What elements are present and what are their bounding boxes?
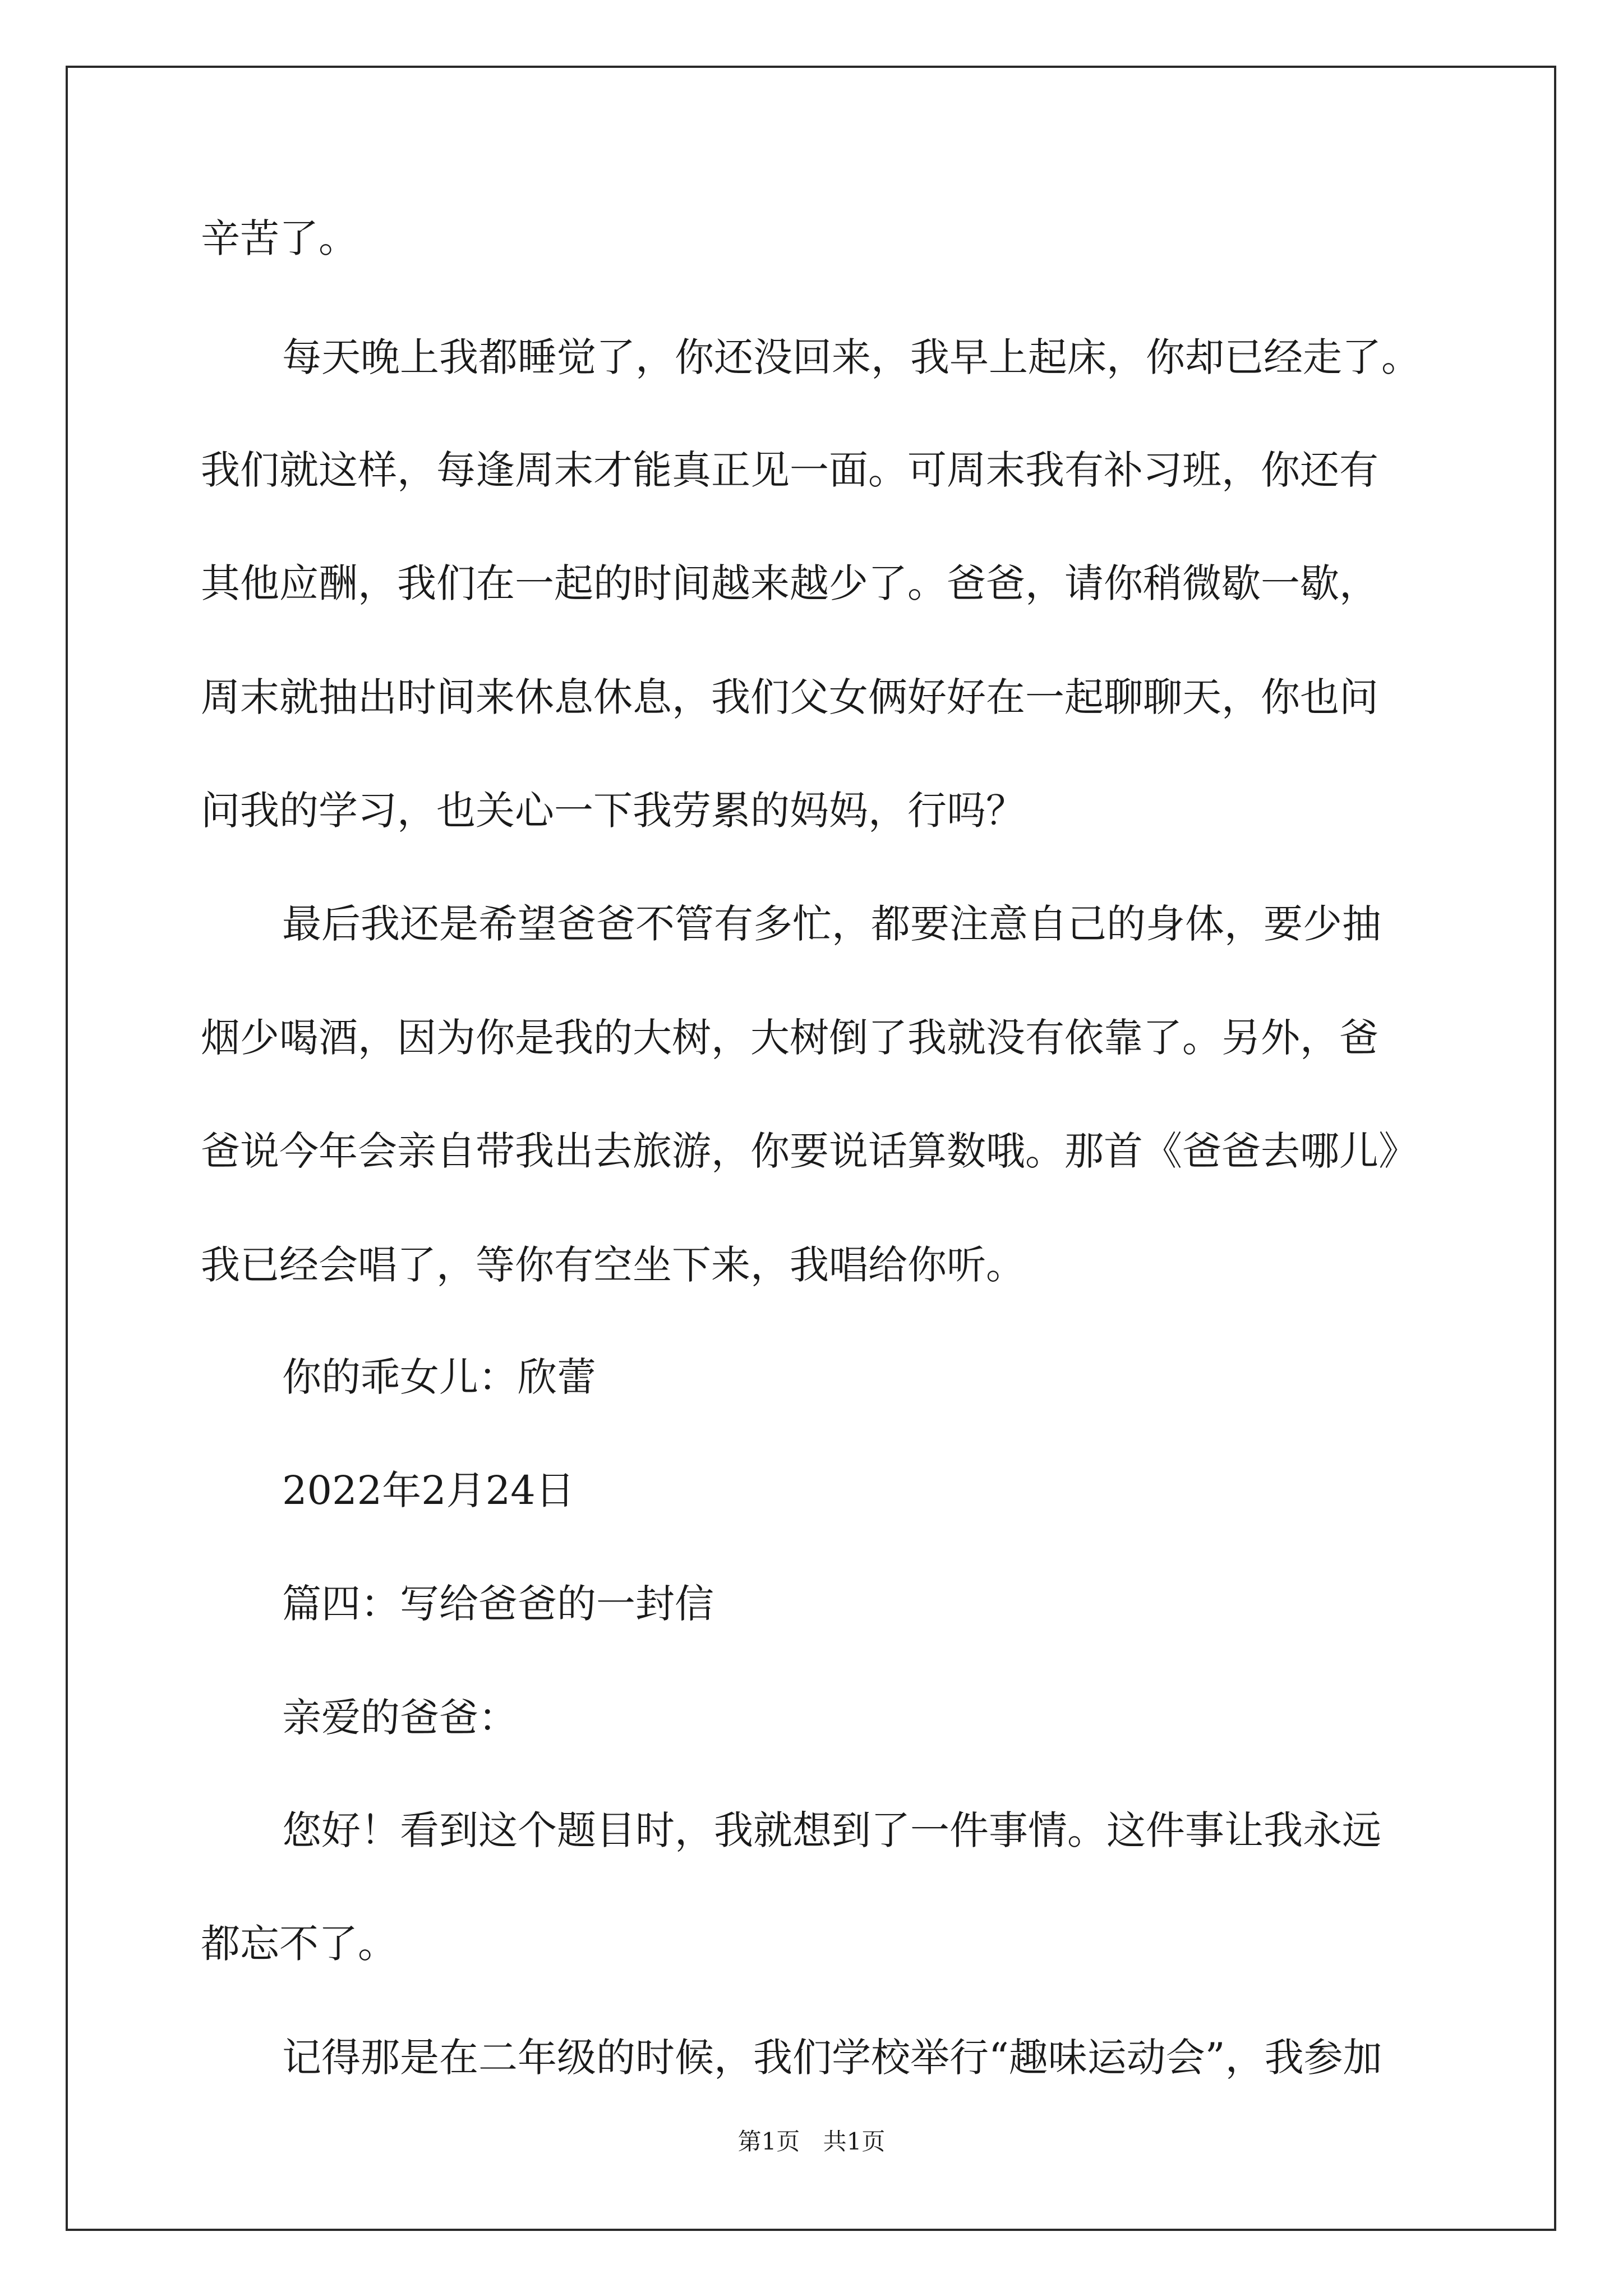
page-total: 共1页 (823, 2128, 886, 2155)
section-heading: 篇四：写给爸爸的一封信 (282, 1581, 714, 1627)
text-line: 烟少喝酒，因为你是我的大树，大树倒了我就没有依靠了。另外，爸 (201, 1015, 1378, 1061)
page-number: 第1页 (737, 2128, 800, 2155)
text-line: 周末就抽出时间来休息休息，我们父女俩好好在一起聊聊天，你也问 (201, 674, 1378, 720)
page-footer (0, 2125, 1623, 2159)
text-line: 其他应酬，我们在一起的时间越来越少了。爸爸，请你稍微歇一歇， (201, 560, 1378, 606)
text-line: 爸说今年会亲自带我出去旅游，你要说话算数哦。那首《爸爸去哪儿》 (201, 1128, 1418, 1174)
text-line: 您好！看到这个题目时，我就想到了一件事情。这件事让我永远 (282, 1807, 1381, 1853)
text-line: 我已经会唱了，等你有空坐下来，我唱给你听。 (201, 1242, 1025, 1288)
date-line: 2022年2月24日 (282, 1467, 575, 1513)
text-line: 问我的学习，也关心一下我劳累的妈妈，行吗？ (201, 788, 1025, 834)
salutation: 亲爱的爸爸： (282, 1695, 518, 1741)
text-line: 我们就这样，每逢周末才能真正见一面。可周末我有补习班，你还有 (201, 447, 1378, 493)
text-line: 每天晚上我都睡觉了，你还没回来，我早上起床，你却已经走了。 (282, 334, 1421, 380)
text-line: 辛苦了。 (201, 215, 358, 261)
text-line: 最后我还是希望爸爸不管有多忙，都要注意自己的身体，要少抽 (282, 901, 1381, 947)
text-line: 都忘不了。 (201, 1921, 397, 1967)
text-line: 记得那是在二年级的时候，我们学校举行“趣味运动会”，我参加 (282, 2035, 1382, 2081)
signature-line: 你的乖女儿：欣蕾 (282, 1354, 596, 1400)
